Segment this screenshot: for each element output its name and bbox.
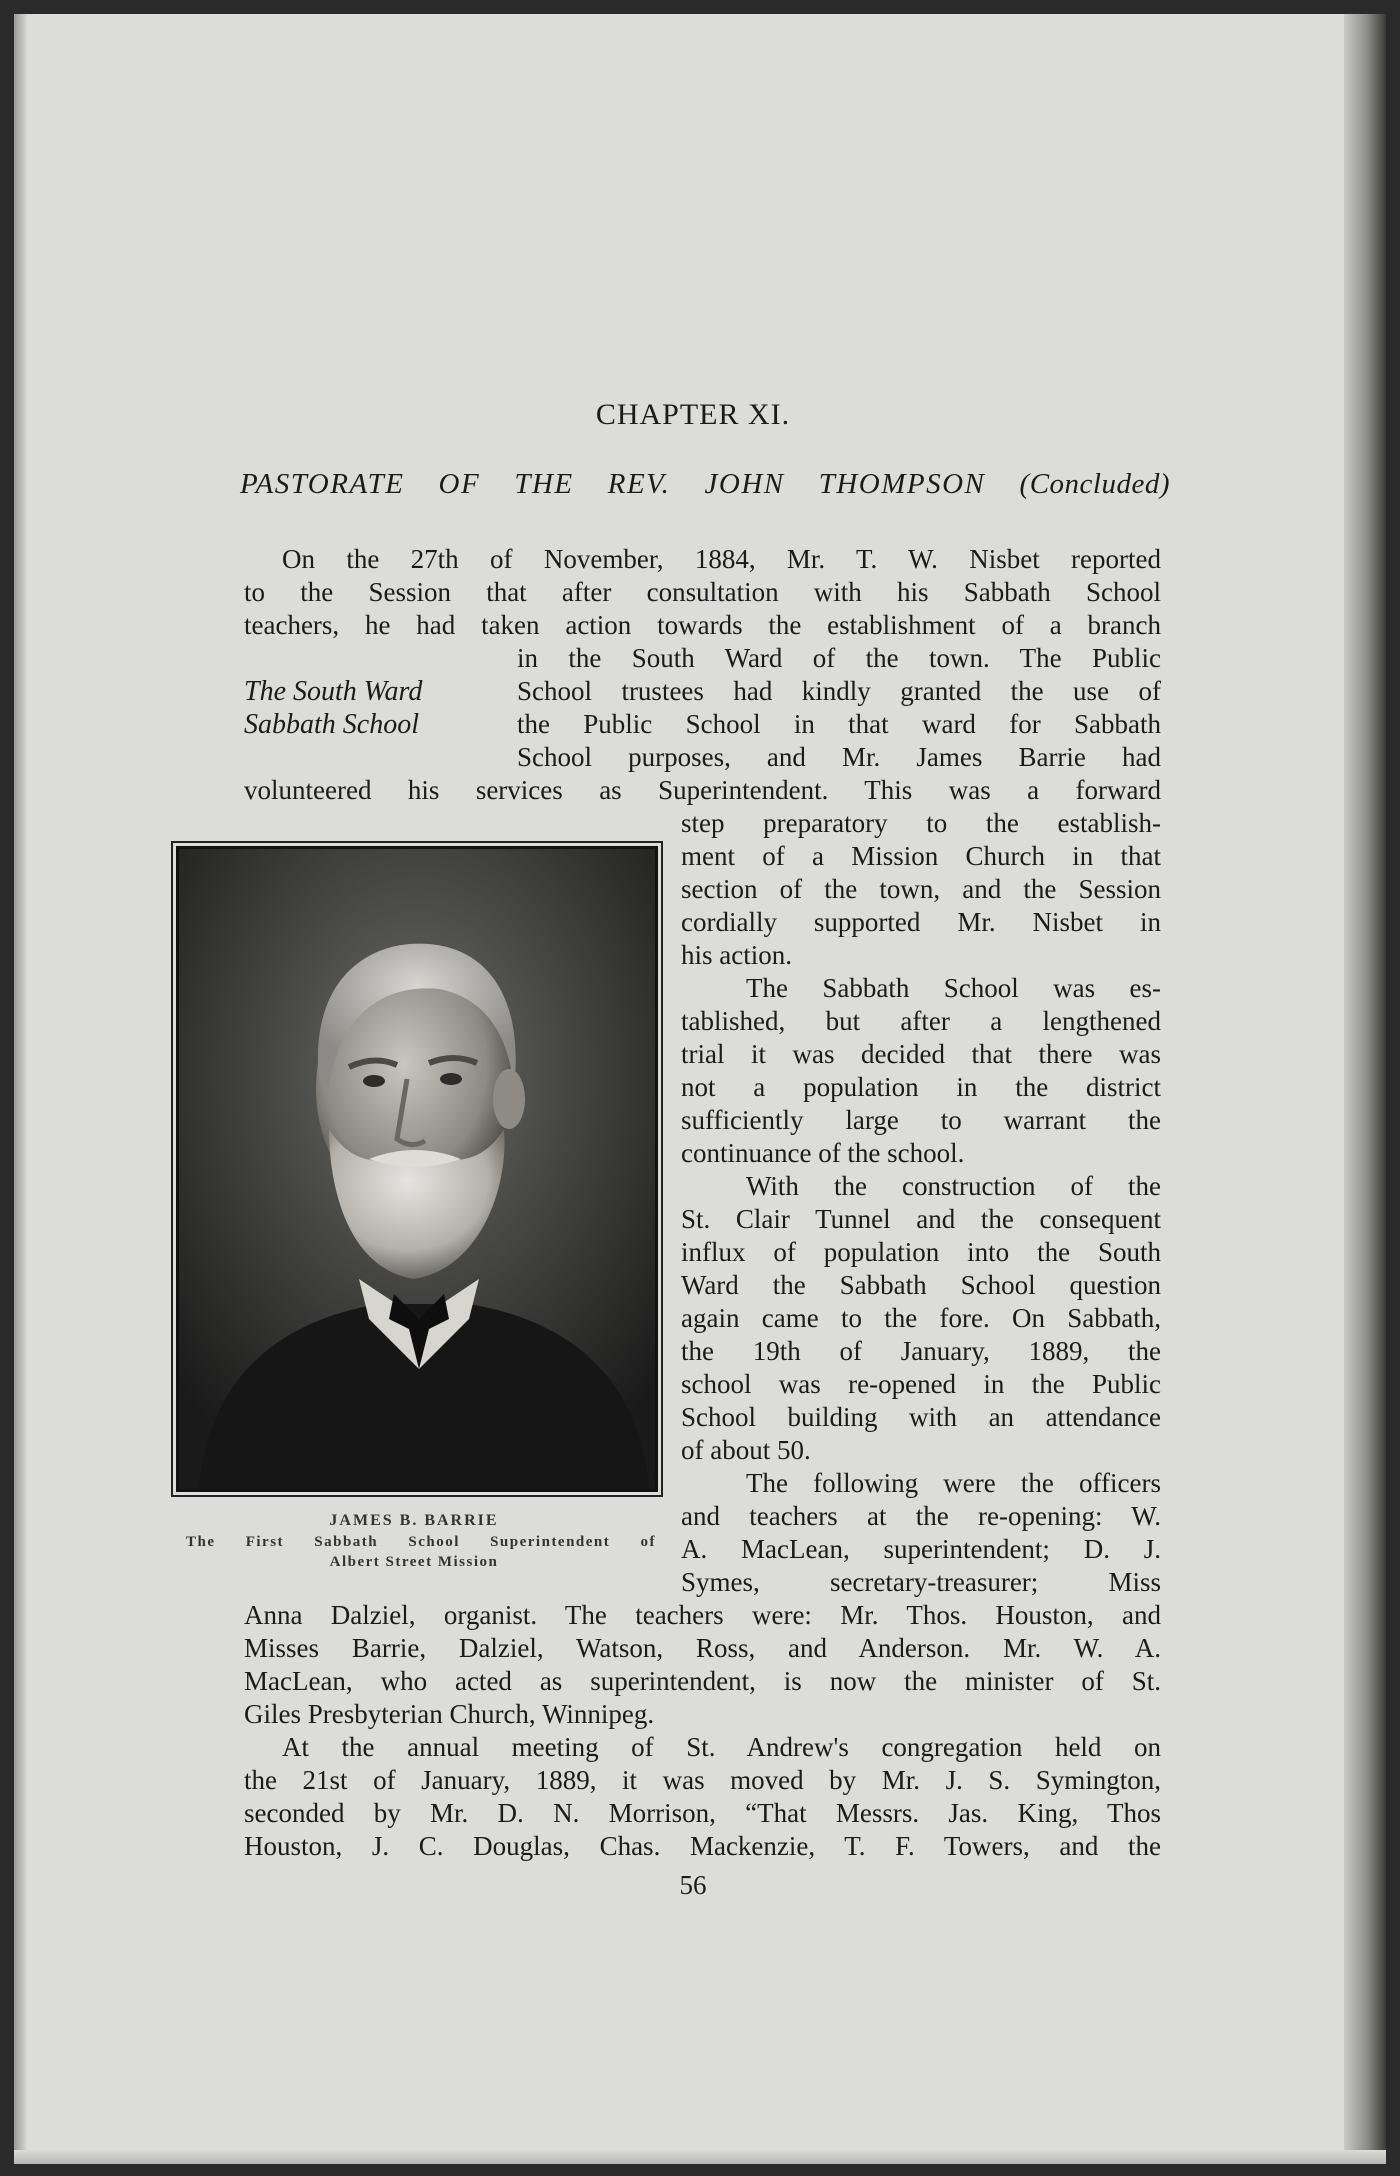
- text-line: section of the town, and the Session: [681, 874, 1161, 904]
- text-line: to the Session that after consultation with his Sabbath School: [244, 577, 1161, 607]
- photo-caption-org: Albert Street Mission: [329, 1554, 499, 1570]
- text-line: volunteered his services as Superintendent. This was a forward: [244, 775, 1161, 805]
- text-line: Anna Dalziel, organist. The teachers were: Mr. Thos. Houston, and: [244, 1600, 1161, 1630]
- text-line: St. Clair Tunnel and the consequent: [681, 1204, 1161, 1234]
- text-line: The Sabbath School was es-: [746, 973, 1161, 1003]
- text-line: Ward the Sabbath School question: [681, 1270, 1161, 1300]
- text-line: sufficiently large to warrant the: [681, 1105, 1161, 1135]
- text-line: MacLean, who acted as superintendent, is now the minister of St.: [244, 1666, 1161, 1696]
- text-line: At the annual meeting of St. Andrew's congregation held on: [282, 1732, 1161, 1762]
- text-line: trial it was decided that there was: [681, 1039, 1161, 1069]
- text-line: cordially supported Mr. Nisbet in: [681, 907, 1161, 937]
- page-number: 56: [679, 1870, 707, 1900]
- text-line: With the construction of the: [746, 1171, 1161, 1201]
- text-line: and teachers at the re-opening: W.: [681, 1501, 1161, 1531]
- page-bottom-edge: [14, 2150, 1386, 2164]
- text-line: On the 27th of November, 1884, Mr. T. W. Nisbet reported: [282, 544, 1161, 574]
- margin-note-line1: The South Ward: [244, 676, 423, 707]
- subtitle-suffix: (Concluded): [1019, 468, 1170, 500]
- text-line: continuance of the school.: [681, 1138, 965, 1168]
- text-line: School building with an attendance: [681, 1402, 1161, 1432]
- text-line: Houston, J. C. Douglas, Chas. Mackenzie, T. F. Towers, and the: [244, 1831, 1161, 1861]
- margin-note-line2: Sabbath School: [244, 709, 419, 740]
- text-line: not a population in the district: [681, 1072, 1161, 1102]
- text-line: School trustees had kindly granted the use of: [517, 676, 1161, 706]
- text-line: Symes, secretary-treasurer; Miss: [681, 1567, 1161, 1597]
- portrait-image: [179, 849, 655, 1489]
- text-line: again came to the fore. On Sabbath,: [681, 1303, 1161, 1333]
- text-line: The following were the officers: [746, 1468, 1161, 1498]
- book-spine-edge: [1344, 14, 1386, 2164]
- photo-caption-title: The First Sabbath School Superintendent of: [186, 1534, 656, 1550]
- text-line: the Public School in that ward for Sabbath: [517, 709, 1161, 739]
- text-line: the 21st of January, 1889, it was moved by Mr. J. S. Symington,: [244, 1765, 1161, 1795]
- text-line: school was re-opened in the Public: [681, 1369, 1161, 1399]
- text-line: seconded by Mr. D. N. Morrison, “That Messrs. Jas. King, Thos: [244, 1798, 1161, 1828]
- subtitle-main: PASTORATE OF THE REV. JOHN THOMPSON: [240, 468, 986, 500]
- page-gutter-shadow: [14, 14, 28, 2164]
- text-line: influx of population into the South: [681, 1237, 1161, 1267]
- text-line: ment of a Mission Church in that: [681, 841, 1161, 871]
- photo-caption-name: JAMES B. BARRIE: [329, 1512, 499, 1529]
- text-line: teachers, he had taken action towards the establishment of a branch: [244, 610, 1161, 640]
- text-line: School purposes, and Mr. James Barrie had: [517, 742, 1161, 772]
- chapter-heading: CHAPTER XI.: [595, 398, 791, 431]
- text-line: his action.: [681, 940, 792, 970]
- text-line: tablished, but after a lengthened: [681, 1006, 1161, 1036]
- text-line: Giles Presbyterian Church, Winnipeg.: [244, 1699, 655, 1729]
- text-line: of about 50.: [681, 1435, 811, 1465]
- text-line: the 19th of January, 1889, the: [681, 1336, 1161, 1366]
- portrait-photo: [176, 846, 658, 1492]
- text-line: in the South Ward of the town. The Public: [517, 643, 1161, 673]
- text-line: A. MacLean, superintendent; D. J.: [681, 1534, 1161, 1564]
- text-line: step preparatory to the establish-: [681, 808, 1161, 838]
- chapter-subtitle: [240, 468, 1170, 501]
- text-line: Misses Barrie, Dalziel, Watson, Ross, and Anderson. Mr. W. A.: [244, 1633, 1161, 1663]
